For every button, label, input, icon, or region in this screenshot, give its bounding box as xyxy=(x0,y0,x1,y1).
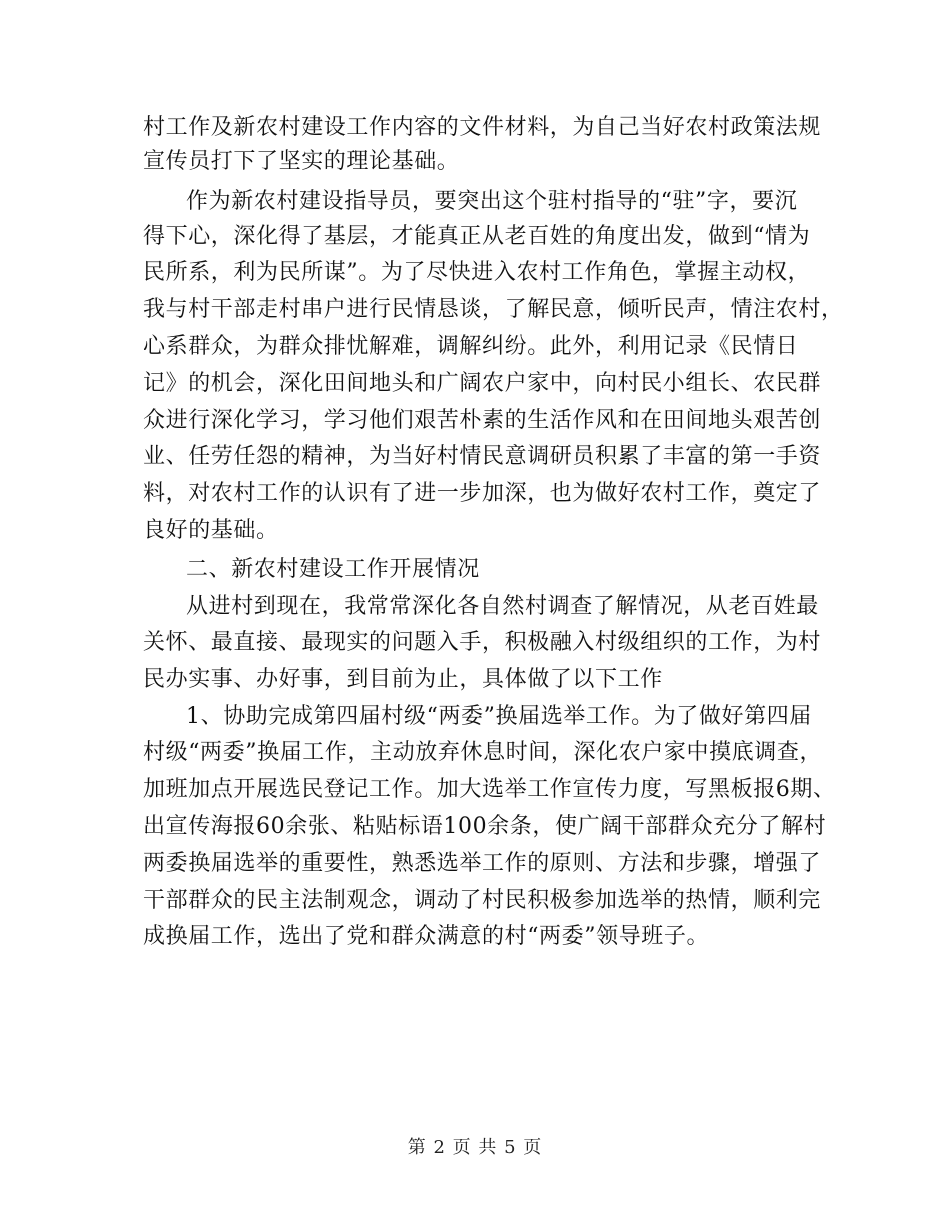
paragraph-line: 宣传员打下了坚实的理论基础。 xyxy=(143,149,460,174)
paragraph-line: 村工作及新农村建设工作内容的文件材料，为自己当好农村政策法规 xyxy=(143,115,822,140)
paragraph-line: 加班加点开展选民登记工作。加大选举工作宣传力度，写黑板报6期、 xyxy=(143,777,836,802)
section-heading: 二、新农村建设工作开展情况 xyxy=(186,557,480,582)
paragraph-line: 关怀、最直接、最现实的问题入手，积极融入村级组织的工作，为村 xyxy=(143,630,822,655)
paragraph-line: 两委换届选举的重要性，熟悉选举工作的原则、方法和步骤，增强了 xyxy=(143,851,822,876)
paragraph-line: 作为新农村建设指导员，要突出这个驻村指导的“驻”字，要沉 xyxy=(186,189,798,214)
paragraph-line: 众进行深化学习，学习他们艰苦朴素的生活作风和在田间地头艰苦创 xyxy=(143,408,822,433)
paragraph-line: 良好的基础。 xyxy=(143,518,279,543)
paragraph-line: 业、任劳任怨的精神，为当好村情民意调研员积累了丰富的第一手资 xyxy=(143,444,822,469)
paragraph-line: 得下心，深化得了基层，才能真正从老百姓的角度出发，做到“情为 xyxy=(143,224,811,249)
paragraph-line: 出宣传海报60余张、粘贴标语100余条，使广阔干部群众充分了解村 xyxy=(143,814,827,839)
paragraph-line: 心系群众，为群众排忧解难，调解纠纷。此外，利用记录《民情日 xyxy=(143,334,799,359)
paragraph-line: 成换届工作，选出了党和群众满意的村“两委”领导班子。 xyxy=(143,924,710,949)
paragraph-line: 民所系，利为民所谋”。为了尽快进入农村工作角色，掌握主动权， xyxy=(143,260,811,285)
paragraph-line: 干部群众的民主法制观念，调动了村民积极参加选举的热情，顺利完 xyxy=(143,888,822,913)
paragraph-line: 从进村到现在，我常常深化各自然村调查了解情况，从老百姓最 xyxy=(186,594,819,619)
paragraph-line: 1、协助完成第四届村级“两委”换届选举工作。为了做好第四届 xyxy=(186,704,812,729)
page-number: 第 2 页 共 5 页 xyxy=(407,1137,543,1158)
paragraph-line: 民办实事、办好事，到目前为止，具体做了以下工作 xyxy=(143,667,663,692)
paragraph-line: 料，对农村工作的认识有了进一步加深，也为做好农村工作，奠定了 xyxy=(143,481,822,506)
paragraph-line: 村级“两委”换届工作，主动放弃休息时间，深化农户家中摸底调查， xyxy=(143,740,823,765)
paragraph-line: 我与村干部走村串户进行民情恳谈，了解民意，倾听民声，情注农村， xyxy=(143,297,844,322)
paragraph-line: 记》的机会，深化田间地头和广阔农户家中，向村民小组长、农民群 xyxy=(143,371,822,396)
page-footer xyxy=(0,1133,950,1159)
